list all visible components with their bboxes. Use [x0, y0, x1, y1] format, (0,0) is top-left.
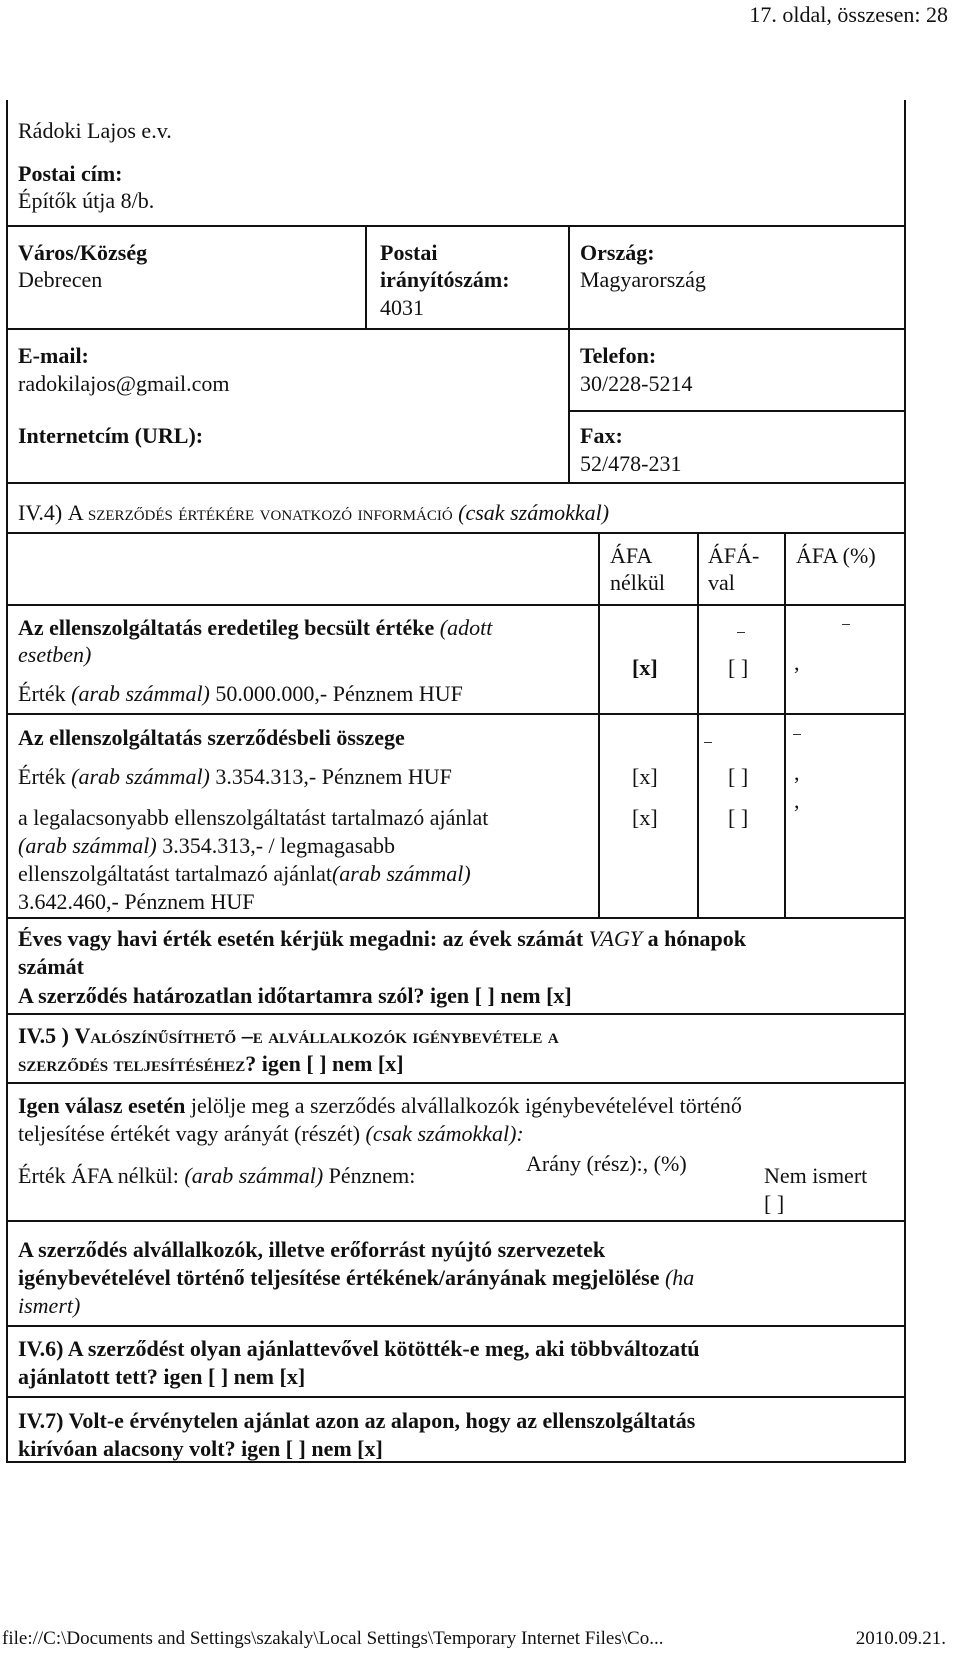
subcontract-intro-note: (csak számokkal): [365, 1121, 524, 1146]
subcontract-measure-note-2: ismert) [18, 1293, 81, 1318]
section-iv5-line-1 [18, 1023, 559, 1049]
contract-dash-1 [704, 742, 712, 743]
section-iv7-line-2: kirívóan alacsony volt? igen [ ] nem [x] [18, 1436, 383, 1461]
section-iv4-note: (csak számokkal) [452, 500, 610, 525]
section-iv6-line-2: ajánlatott tett? igen [ ] nem [x] [18, 1364, 306, 1389]
value-table-top-line [6, 532, 906, 534]
city-value: Debrecen [18, 267, 103, 292]
estimated-value-title [18, 615, 492, 641]
offer-range-text-3: ellenszolgáltatást tartalmazó ajánlat [18, 861, 332, 886]
country-label: Ország: [580, 240, 655, 265]
section-iv5-bottom-line [6, 1325, 906, 1327]
footer-file-path: file://C:\Documents and Settings\szakaly\Local Settings\Temporary Internet Files\Co... [2, 1628, 664, 1649]
section-iv4-heading: A szerződés értékére vonatkozó információ [67, 500, 453, 525]
fax-label: Fax: [580, 423, 623, 448]
page-number: 17. oldal, összesen: 28 [749, 2, 948, 27]
offer-range-line-1: a legalacsonyabb ellenszolgáltatást tartalmazó ajánlat [18, 805, 489, 830]
subcontract-intro-line-2 [18, 1121, 524, 1147]
estimated-value-heading: Az ellenszolgáltatás eredetileg becsült értéke [18, 615, 435, 640]
subcontract-ratio: Arány (rész):, (%) [526, 1151, 687, 1176]
value-table-col-line-2 [697, 532, 699, 918]
estimated-dash-1 [737, 632, 745, 633]
subcontract-measure-note-1: (ha [659, 1265, 695, 1290]
section-iv4-title [18, 500, 609, 526]
country-value: Magyarország [580, 267, 706, 292]
col-header-no-vat-1: ÁFA [610, 543, 653, 568]
annual-note-or: VAGY [588, 926, 643, 951]
section-iv5-heading-2: szerződés teljesítéséhez? [18, 1051, 257, 1076]
estimated-value-unit-note: (arab számmal) [65, 681, 210, 706]
frame-left-border [6, 100, 8, 1463]
estimated-value-amount: 50.000.000,- Pénznem HUF [209, 681, 463, 706]
contract-with-vat-mark: [ ] [728, 764, 749, 789]
estimated-vat-comma: , [794, 650, 800, 675]
estimated-value-line [18, 681, 463, 707]
phone-label: Telefon: [580, 343, 657, 368]
subcontract-measure-line-2 [18, 1265, 694, 1291]
contract-value-line [18, 764, 452, 790]
value-table-col-line-3 [784, 532, 786, 918]
offer-range-vat-comma: , [794, 788, 800, 813]
section-iv5-line-2 [18, 1051, 404, 1077]
subcontract-intro-text-2: teljesítése értékét vagy arányát (részét) [18, 1121, 366, 1146]
contract-vat-comma: , [794, 760, 800, 785]
subcontract-value-bottom-line [6, 1220, 906, 1222]
city-label: Város/Község [18, 240, 148, 265]
estimated-value-note-2: esetben) [18, 642, 92, 667]
zip-label-line-2: irányítószám: [380, 267, 510, 292]
estimated-value-note-1: (adott [434, 615, 493, 640]
offer-range-line-4: 3.642.460,- Pénznem HUF [18, 889, 255, 914]
contact-row-line-2 [6, 328, 906, 330]
subcontract-measure-line-1: A szerződés alvállalkozók, illetve erőforrást nyújtó szervezetek [18, 1237, 606, 1262]
contract-value-unit-note: (arab számmal) [65, 764, 210, 789]
col-header-no-vat-2: nélkül [610, 570, 665, 595]
estimated-dash-2 [842, 624, 850, 625]
annual-note-line-1 [18, 926, 746, 952]
section-iv5-number: IV.5 ) [18, 1023, 75, 1048]
offer-range-text-2: 3.354.313,- / legmagasabb [156, 833, 396, 858]
offer-range-no-vat-mark: [x] [632, 805, 658, 830]
offer-range-with-vat-mark: [ ] [728, 805, 749, 830]
contact-bottom-line [6, 482, 906, 484]
section-iv6-line-1: IV.6) A szerződést olyan ajánlattevővel kötötték-e meg, aki többváltozatú [18, 1336, 700, 1361]
section-iv4-number: IV.4) [18, 500, 68, 525]
estimated-value-label: Érték [18, 681, 66, 706]
fax-value: 52/478-231 [580, 451, 682, 476]
annual-note-line-2: számát [18, 954, 84, 979]
footer-date: 2010.09.21. [855, 1628, 946, 1649]
frame-right-border [904, 100, 906, 1463]
contact-row-line-1 [6, 225, 906, 227]
postal-address-value: Építők útja 8/b. [18, 188, 155, 213]
col-header-with-vat-2: val [708, 570, 735, 595]
subcontract-unknown-mark: [ ] [764, 1191, 785, 1216]
annual-note-text-1: Éves vagy havi érték esetén kérjük megadni: az évek számát [18, 926, 589, 951]
contract-value-amount: 3.354.313,- Pénznem HUF [209, 764, 452, 789]
contract-value-title: Az ellenszolgáltatás szerződésbeli összege [18, 725, 405, 750]
subcontract-measure-text-2: igénybevételével történő teljesítése értékének/arányának megjelölése [18, 1265, 660, 1290]
col-header-with-vat-1: ÁFÁ- [708, 543, 760, 568]
subcontract-value-currency: Pénznem: [323, 1163, 416, 1188]
subcontract-value-note: (arab számmal) [184, 1163, 324, 1188]
value-table-col-line-1 [598, 532, 600, 918]
col-header-vat-percent: ÁFA (%) [796, 543, 876, 568]
zip-label-line-1: Postai [380, 240, 438, 265]
offer-range-line-2 [18, 833, 395, 859]
offer-range-line-3 [18, 861, 471, 887]
contact-col-line-2 [568, 225, 570, 483]
estimated-with-vat-mark: [ ] [728, 655, 749, 680]
postal-address-label: Postai cím: [18, 161, 123, 186]
subcontract-unknown-label: Nem ismert [764, 1163, 868, 1188]
section-iv5-heading-1: Valószínűsíthető –e alvállalkozók igénybevétele a [74, 1023, 559, 1048]
annual-note-text-2: a hónapok [642, 926, 747, 951]
value-table-header-line [6, 604, 906, 606]
estimated-no-vat-mark: [x] [632, 655, 658, 680]
subcontract-intro-line-1 [18, 1093, 742, 1119]
email-value: radokilajos@gmail.com [18, 371, 230, 396]
section-iv5-title-line [6, 1082, 906, 1084]
offer-range-note-1: (arab számmal) [18, 833, 157, 858]
section-iv5-answer: igen [ ] nem [x] [256, 1051, 404, 1076]
phone-value: 30/228-5214 [580, 371, 693, 396]
email-label: E-mail: [18, 343, 89, 368]
contract-dash-2 [793, 734, 801, 735]
section-iv7-line-1: IV.7) Volt-e érvénytelen ajánlat azon az alapon, hogy az ellenszolgáltatás [18, 1408, 696, 1433]
offer-range-note-2: (arab számmal) [331, 861, 471, 886]
contract-value-label: Érték [18, 764, 66, 789]
subcontract-intro-bold: Igen válasz esetén [18, 1093, 186, 1118]
contract-no-vat-mark: [x] [632, 764, 658, 789]
zip-value: 4031 [380, 295, 424, 320]
section-iv4-bottom-line [6, 1013, 906, 1015]
url-label: Internetcím (URL): [18, 423, 204, 448]
section-iv6-bottom-line [6, 1396, 906, 1398]
contractor-name: Rádoki Lajos e.v. [18, 118, 172, 143]
contact-col-line-1 [365, 225, 367, 329]
value-table-row-line [6, 713, 906, 715]
subcontract-intro-rest: jelölje meg a szerződés alvállalkozók igénybevételével történő [185, 1093, 742, 1118]
contact-row-line-3 [568, 410, 906, 412]
subcontract-value-label: Érték ÁFA nélkül: [18, 1163, 185, 1188]
indefinite-question: A szerződés határozatlan időtartamra szól? igen [ ] nem [x] [18, 983, 572, 1008]
value-table-bottom-line [6, 917, 906, 919]
subcontract-value-line [18, 1163, 415, 1189]
